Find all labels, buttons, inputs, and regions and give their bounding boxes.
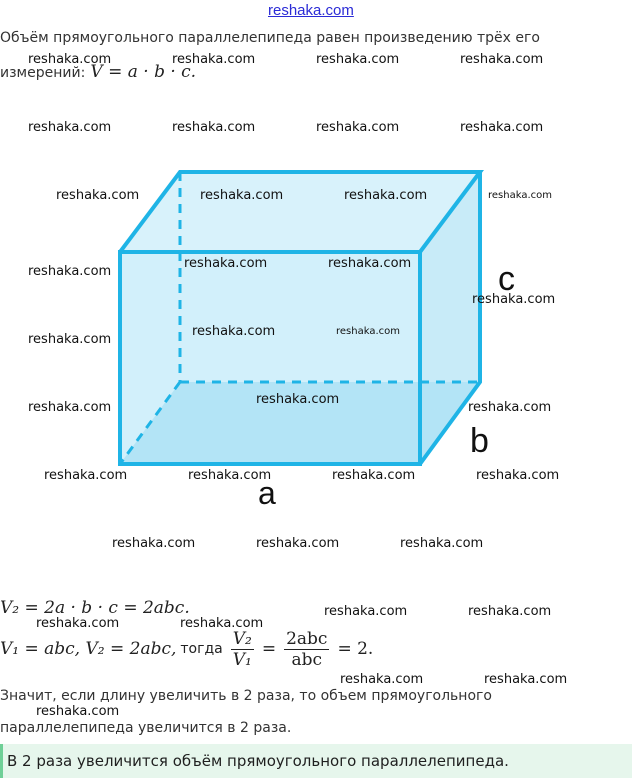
watermark: reshaka.com xyxy=(184,256,268,271)
abc-numerator: 2abc xyxy=(286,628,328,649)
watermark: reshaka.com xyxy=(476,468,560,483)
watermark: reshaka.com xyxy=(488,190,552,201)
watermark: reshaka.com xyxy=(484,672,568,687)
label-c: c xyxy=(498,260,515,298)
watermark: reshaka.com xyxy=(36,704,120,719)
ratio-denominator: V₁ xyxy=(232,649,252,670)
watermark: reshaka.com xyxy=(112,536,196,551)
watermark: reshaka.com xyxy=(460,120,544,135)
watermark: reshaka.com xyxy=(472,292,556,307)
result-value: = 2. xyxy=(337,639,374,659)
watermark: reshaka.com xyxy=(324,604,408,619)
equals-sign: = xyxy=(261,639,277,659)
watermark: reshaka.com xyxy=(316,52,400,67)
label-b: b xyxy=(470,422,489,460)
watermark: reshaka.com xyxy=(340,672,424,687)
then-word: тогда xyxy=(180,641,223,657)
intro-line-1: Объём прямоугольного параллелепипеда равен произведению трёх его xyxy=(0,30,540,46)
watermark: reshaka.com xyxy=(28,52,112,67)
watermark: reshaka.com xyxy=(192,324,276,339)
watermark: reshaka.com xyxy=(188,468,272,483)
intro-line-2-text: измерений: xyxy=(0,65,86,81)
watermark: reshaka.com xyxy=(44,468,128,483)
watermark: reshaka.com xyxy=(56,188,140,203)
formula-v2: V₂ = 2a · b · c = 2abc. xyxy=(0,598,190,618)
watermark: reshaka.com xyxy=(180,616,264,631)
watermark: reshaka.com xyxy=(400,536,484,551)
watermark: reshaka.com xyxy=(336,326,400,337)
watermark: reshaka.com xyxy=(344,188,428,203)
watermark: reshaka.com xyxy=(28,400,112,415)
abc-fraction xyxy=(284,629,329,670)
answer-box xyxy=(0,744,632,778)
label-a: a xyxy=(258,475,276,511)
watermark: reshaka.com xyxy=(172,120,256,135)
watermark: reshaka.com xyxy=(28,120,112,135)
watermark: reshaka.com xyxy=(28,332,112,347)
abc-denominator: abc xyxy=(291,649,323,670)
watermark: reshaka.com xyxy=(468,604,552,619)
watermark: reshaka.com xyxy=(332,468,416,483)
watermark: reshaka.com xyxy=(468,400,552,415)
formula-v-pair: V₁ = abc, V₂ = 2abc, xyxy=(0,639,177,659)
ratio-numerator: V₂ xyxy=(232,628,252,649)
ratio-line xyxy=(0,626,373,672)
conclusion-line-1: Значит, если длину увеличить в 2 раза, то объем прямоугольного xyxy=(0,688,492,704)
watermark: reshaka.com xyxy=(316,120,400,135)
watermark: reshaka.com xyxy=(36,616,120,631)
watermark: reshaka.com xyxy=(256,392,340,407)
watermark: reshaka.com xyxy=(28,264,112,279)
watermark: reshaka.com xyxy=(460,52,544,67)
watermark: reshaka.com xyxy=(256,536,340,551)
answer-text: В 2 раза увеличится объём прямоугольного параллелепипеда. xyxy=(7,752,509,770)
ratio-fraction xyxy=(231,629,254,670)
site-link[interactable]: reshaka.com xyxy=(268,2,354,19)
watermark: reshaka.com xyxy=(200,188,284,203)
watermark: reshaka.com xyxy=(172,52,256,67)
conclusion-line-2: параллелепипеда увеличится в 2 раза. xyxy=(0,720,292,736)
top-face xyxy=(120,172,480,252)
watermark: reshaka.com xyxy=(328,256,412,271)
volume-formula: V = a · b · c. xyxy=(90,62,197,82)
